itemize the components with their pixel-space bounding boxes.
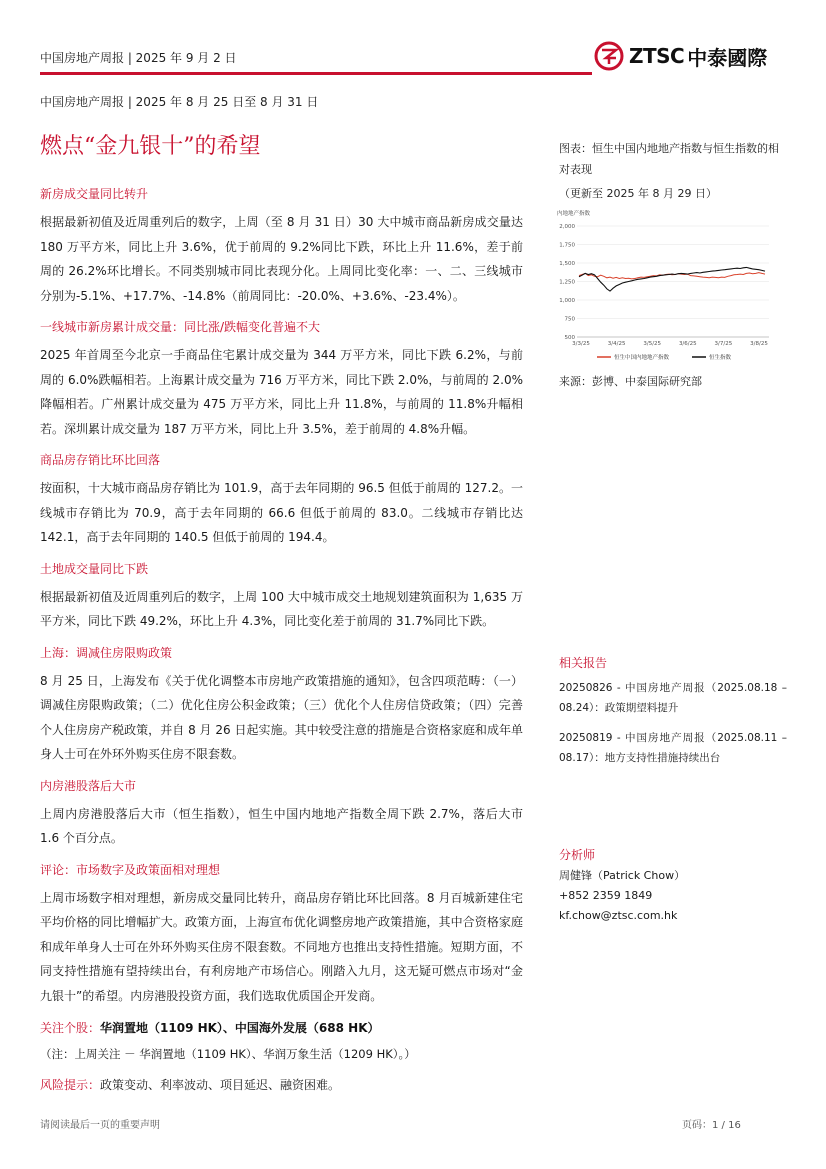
section-heading: 上海：调减住房限购政策 (40, 645, 173, 660)
section-body: 根据最新初值及近周重列后的数字，上周（至 8 月 31 日）30 大中城市商品新房成交量达 180 万平方米，同比上升 3.6%，优于前周的 9.2%同比下跌，环比上升 11.6%，差于前周的 26.2%环比增长。不同类别城市同比表现分化。上周同比变化率：一、二、三线城市分别为-5.1%、+17.7%、-14.8%（前周同比：-20.0%、+3.6%、-23.4%）。 (40, 215, 523, 303)
section-body: 按面积，十大城市商品房存销比为 101.9，高于去年同期的 96.5 但低于前周的 127.2。一线城市存销比为 70.9，高于去年同期的 66.6 但低于前周的 83.0。二线城市存销比达 142.1，高于去年同期的 140.5 但低于前周的 194.4。 (40, 481, 523, 544)
section-shanghai-policy (40, 645, 523, 767)
company-logo (594, 41, 767, 71)
section-body: 8 月 25 日，上海发布《关于优化调整本市房地产政策措施的通知》，包含四项范畴：（一）调减住房限购政策；（二）优化住房公积金政策；（三）优化个人住房信贷政策；（四）完善个人住房房产税政策，并自 8 月 26 日起实施。其中较受注意的措施是合资格家庭和成年单身人士可在外环外购买住房不限套数。 (40, 673, 523, 761)
footer-disclaimer-note: 请阅读最后一页的重要声明 (40, 1120, 160, 1131)
related-report-link[interactable]: 20250826 - 中国房地产周报（2025.08.18 – 08.24）：政策期望料提升 (559, 682, 787, 714)
chart-series-line (579, 267, 765, 291)
ztsc-logo-icon (594, 41, 624, 71)
chart-x-tick-label: 3/7/25 (714, 341, 733, 347)
section-heading: 一线城市新房累计成交量：同比涨/跌幅变化普遍不大 (40, 320, 321, 334)
chart-legend-label: 恒生中国内地地产指数 (614, 355, 670, 361)
chart-y-tick-label: 750 (564, 316, 575, 323)
section-heading: 内房港股落后大市 (40, 778, 137, 793)
figure-caption: 图表：恒生中国内地地产指数与恒生指数的相对表现 (559, 142, 779, 176)
chart-x-tick-label: 3/8/25 (750, 341, 768, 347)
chart-x-tick-label: 3/4/25 (607, 341, 626, 347)
chart-y-tick-label: 1,000 (559, 298, 575, 304)
section-inventory-ratio (40, 452, 523, 550)
section-new-home-sales (40, 186, 523, 308)
section-heading: 评论：市场数字及政策面相对理想 (40, 862, 221, 877)
relative-performance-chart (555, 206, 775, 366)
section-heading: 新房成交量同比转升 (40, 187, 149, 201)
header-divider (40, 72, 592, 75)
chart-x-tick-label: 3/6/25 (678, 341, 697, 347)
chart-y-tick-label: 1,250 (559, 279, 575, 286)
chart-y-tick-label: 1,750 (559, 242, 575, 249)
logo-chinese-text: 中泰國際 (687, 45, 768, 70)
chart-x-tick-label: 3/5/25 (643, 341, 662, 347)
chart-y-axis-label: 内地地产指数 (557, 211, 591, 217)
section-heading: 土地成交量同比下跌 (40, 561, 149, 576)
chart-y-tick-label: 500 (564, 335, 575, 341)
stocks-note: （注：上周关注 － 华润置地（1109 HK）、华润万象生活（1209 HK）。） (40, 1047, 416, 1061)
section-body: 上周内房港股落后大市（恒生指数），恒生中国内地地产指数全周下跌 2.7%，落后大市 1.6 个百分点。 (40, 806, 523, 845)
risk-text: 政策变动、利率波动、项目延迟、融资困难。 (100, 1078, 341, 1092)
section-body: 根据最新初值及近周重列后的数字，上周 100 大中城市成交土地规划建筑面积为 1,635 万平方米，同比下跌 49.2%，环比上升 4.3%，同比变化差于前周的 31.7%同比下跌。 (40, 589, 523, 628)
section-body: 2025 年首周至今北京一手商品住宅累计成交量为 344 万平方米，同比下跌 6.2%，与前周的 6.0%跌幅相若。上海累计成交量为 716 万平方米，同比下跌 2.0%，与前周的 2.0%降幅相若。广州累计成交量为 475 万平方米，同比上升 11.8%，与前周的 11.8%升幅相若。深圳累计成交量为 187 万平方米，同比上升 3.5%，差于前周的 4.8%升幅。 (40, 348, 523, 436)
chart-y-tick-label: 2,000 (559, 224, 575, 230)
main-content (40, 186, 523, 1094)
page-number: 页码：1 / 16 (682, 1120, 741, 1131)
report-period: 中国房地产周报 | 2025 年 8 月 25 日至 8 月 31 日 (40, 95, 319, 109)
chart-series-line (579, 273, 765, 279)
analyst-phone: +852 2359 1849 (559, 889, 653, 902)
chart-legend-label: 恒生指数 (709, 355, 732, 361)
related-reports-heading: 相关报告 (559, 656, 608, 670)
stocks-to-watch-list: 华润置地（1109 HK）、中国海外发展（688 HK） (100, 1021, 380, 1035)
section-hk-stocks (40, 778, 523, 851)
section-land-sales (40, 561, 523, 634)
section-body: 上周市场数字相对理想，新房成交量同比转升，商品房存销比环比回落。8 月百城新建住宅平均价格的同比增幅扩大。政策方面，上海宣布优化调整房地产政策措施，其中合资格家庭和成年单身人士可在外环外购买住房不限套数。不同地方也推出支持性措施。短期方面，不同支持性措施有望持续出台，有利房地产市场信心。刚踏入九月，这无疑可燃点市场对“金九银十”的希望。内房港股投资方面，我们选取优质国企开发商。 (40, 890, 523, 1003)
analyst-name: 周健锋（Patrick Chow） (559, 869, 686, 882)
header-report-title: 中国房地产周报 | 2025 年 9 月 2 日 (40, 51, 237, 65)
analyst-email[interactable]: kf.chow@ztsc.com.hk (559, 909, 678, 922)
risk-warning (40, 1076, 523, 1094)
logo-text: ZTSC (629, 44, 685, 68)
figure-update-date: （更新至 2025 年 8 月 29 日） (559, 187, 717, 200)
page-title: 燃点“金九银十”的希望 (40, 134, 261, 159)
analyst-heading: 分析师 (559, 848, 596, 862)
analyst-contact (559, 866, 787, 926)
stocks-to-watch-label: 关注个股： (40, 1021, 101, 1035)
stocks-to-watch (40, 1019, 523, 1037)
chart-y-tick-label: 1,500 (559, 261, 575, 267)
related-report-link[interactable]: 20250819 - 中国房地产周报（2025.08.11 – 08.17）：地方支持性措施持续出台 (559, 732, 787, 764)
chart-x-tick-label: 3/3/25 (572, 341, 590, 347)
chart-source: 来源：彭博、中泰国际研究部 (559, 375, 702, 388)
section-tier1-cumulative (40, 319, 523, 441)
risk-label: 风险提示： (40, 1078, 101, 1092)
section-heading: 商品房存销比环比回落 (40, 453, 161, 467)
section-commentary (40, 862, 523, 1009)
